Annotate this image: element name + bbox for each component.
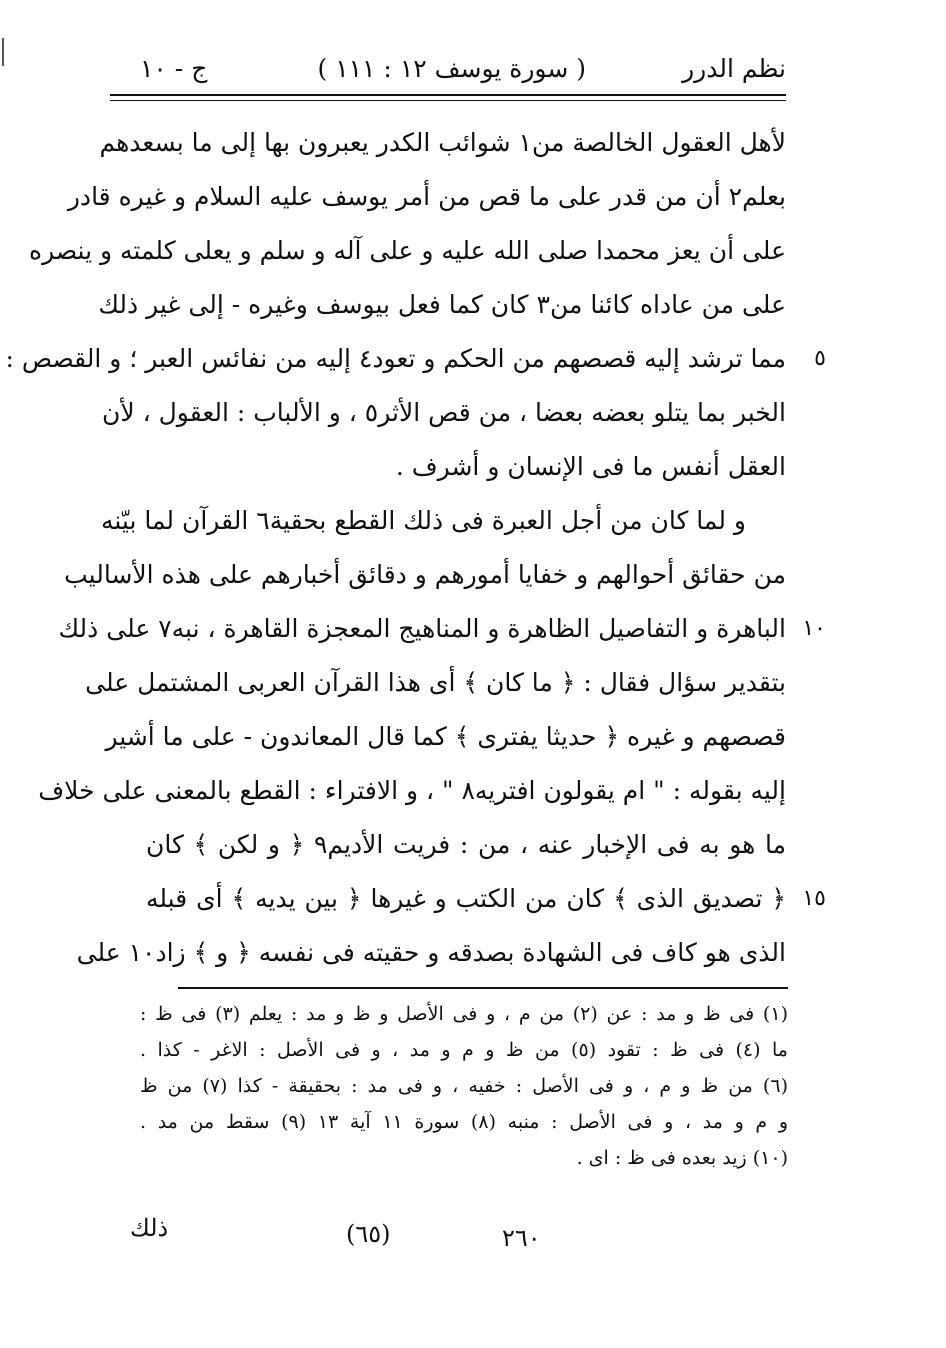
footnote-line: ما (٤) فى ظ : تقود (٥) من ظ و م و مد ، و فى الأصل : الاغر - كذا . [140,1039,788,1061]
text-line: لأهل العقول الخالصة من١ شوائب الكدر يعبرون بها إلى ما بسعدهم [99,128,786,157]
line-number: ١٠ [802,616,826,641]
line-number: ١٥ [802,886,826,911]
footnote-line: (٦) من ظ و م ، و فى الأصل : خفيه ، و فى مد : بحقيقة - كذا (٧) من ظ [140,1075,788,1097]
text-line: و لما كان من أجل العبرة فى ذلك القطع بحقية٦ القرآن لما بيّنه [100,506,746,535]
text-line: ١٥ ﴿ تصديق الذى ﴾ كان من الكتب و غيرها ﴿ بين يديه ﴾ أى قبله [146,872,786,926]
text-line: بعلم٢ أن من قدر على ما قص من أمر يوسف عليه السلام و غيره قادر [67,182,786,211]
text-line: إليه بقوله : " ام يقولون افتريه٨ " ، و الافتراء : القطع بالمعنى على خلاف [38,776,786,805]
header-rule [110,94,786,96]
surah-reference: ( سورة يوسف ١٢ : ١١١ ) [317,54,586,83]
text-line: قصصهم و غيره ﴿ حديثا يفترى ﴾ كما قال المعاندون - على ما أشير [105,722,786,751]
page-number: ٢٦٠ [502,1224,541,1252]
volume-number: ج - ١٠ [140,54,208,83]
page-footer [110,1214,786,1258]
footnote-line: و م و مد ، و فى الأصل : منبه (٨) سورة ١١ آية ١٣ (٩) سقط من مد . [140,1111,789,1133]
book-title: نظم الدرر [682,54,786,83]
main-text [5,116,826,980]
text-line: بتقدير سؤال فقال : ﴿ ما كان ﴾ أى هذا القرآن العربى المشتمل على [85,668,786,697]
text-line: على من عاداه كائنا من٣ كان كما فعل بيوسف وغيره - إلى غير ذلك [98,290,786,319]
header-rule-thin [110,100,786,101]
text-line: ٥ مما ترشد إليه قصصهم من الحكم و تعود٤ إليه من نفائس العبر ؛ و القصص : [146,332,786,386]
footnote-rule [178,987,788,989]
catchword: ذلك [130,1214,169,1242]
text-line: العقل أنفس ما فى الإنسان و أشرف . [395,452,786,481]
running-header [110,48,786,92]
text-line: ما هو به فى الإخبار عنه ، من : فريت الأديم٩ ﴿ و لكن ﴾ كان [146,830,786,859]
text-line: على أن يعز محمدا صلى الله عليه و على آله و سلم و يعلى كلمته و ينصره [28,236,786,265]
scan-edge-mark [2,38,4,66]
footnote-line: (١) فى ظ و مد : عن (٢) من م ، و فى الأصل و ظ و مد : يعلم (٣) فى ظ : [140,1003,788,1025]
text-line: الخبر بما يتلو بعضه بعضا ، من قص الأثر٥ ، و الألباب : العقول ، لأن [102,398,786,427]
text-line: ١٠ الباهرة و التفاصيل الظاهرة و المناهيج المعجزة القاهرة ، نبه٧ على ذلك [146,602,786,656]
text-line: من حقائق أحوالهم و خفايا أمورهم و دقائق أخبارهم على هذه الأساليب [64,560,786,589]
footnote-line: (١٠) زيد بعده فى ظ : اى . [576,1147,788,1169]
text-line: الذى هو كاف فى الشهادة بصدقه و حقيته فى نفسه ﴿ و ﴾ زاد١٠ على [76,938,786,967]
line-number: ٥ [814,346,826,371]
footnotes [140,996,788,1176]
alt-page-number: (٦٥) [346,1220,391,1248]
